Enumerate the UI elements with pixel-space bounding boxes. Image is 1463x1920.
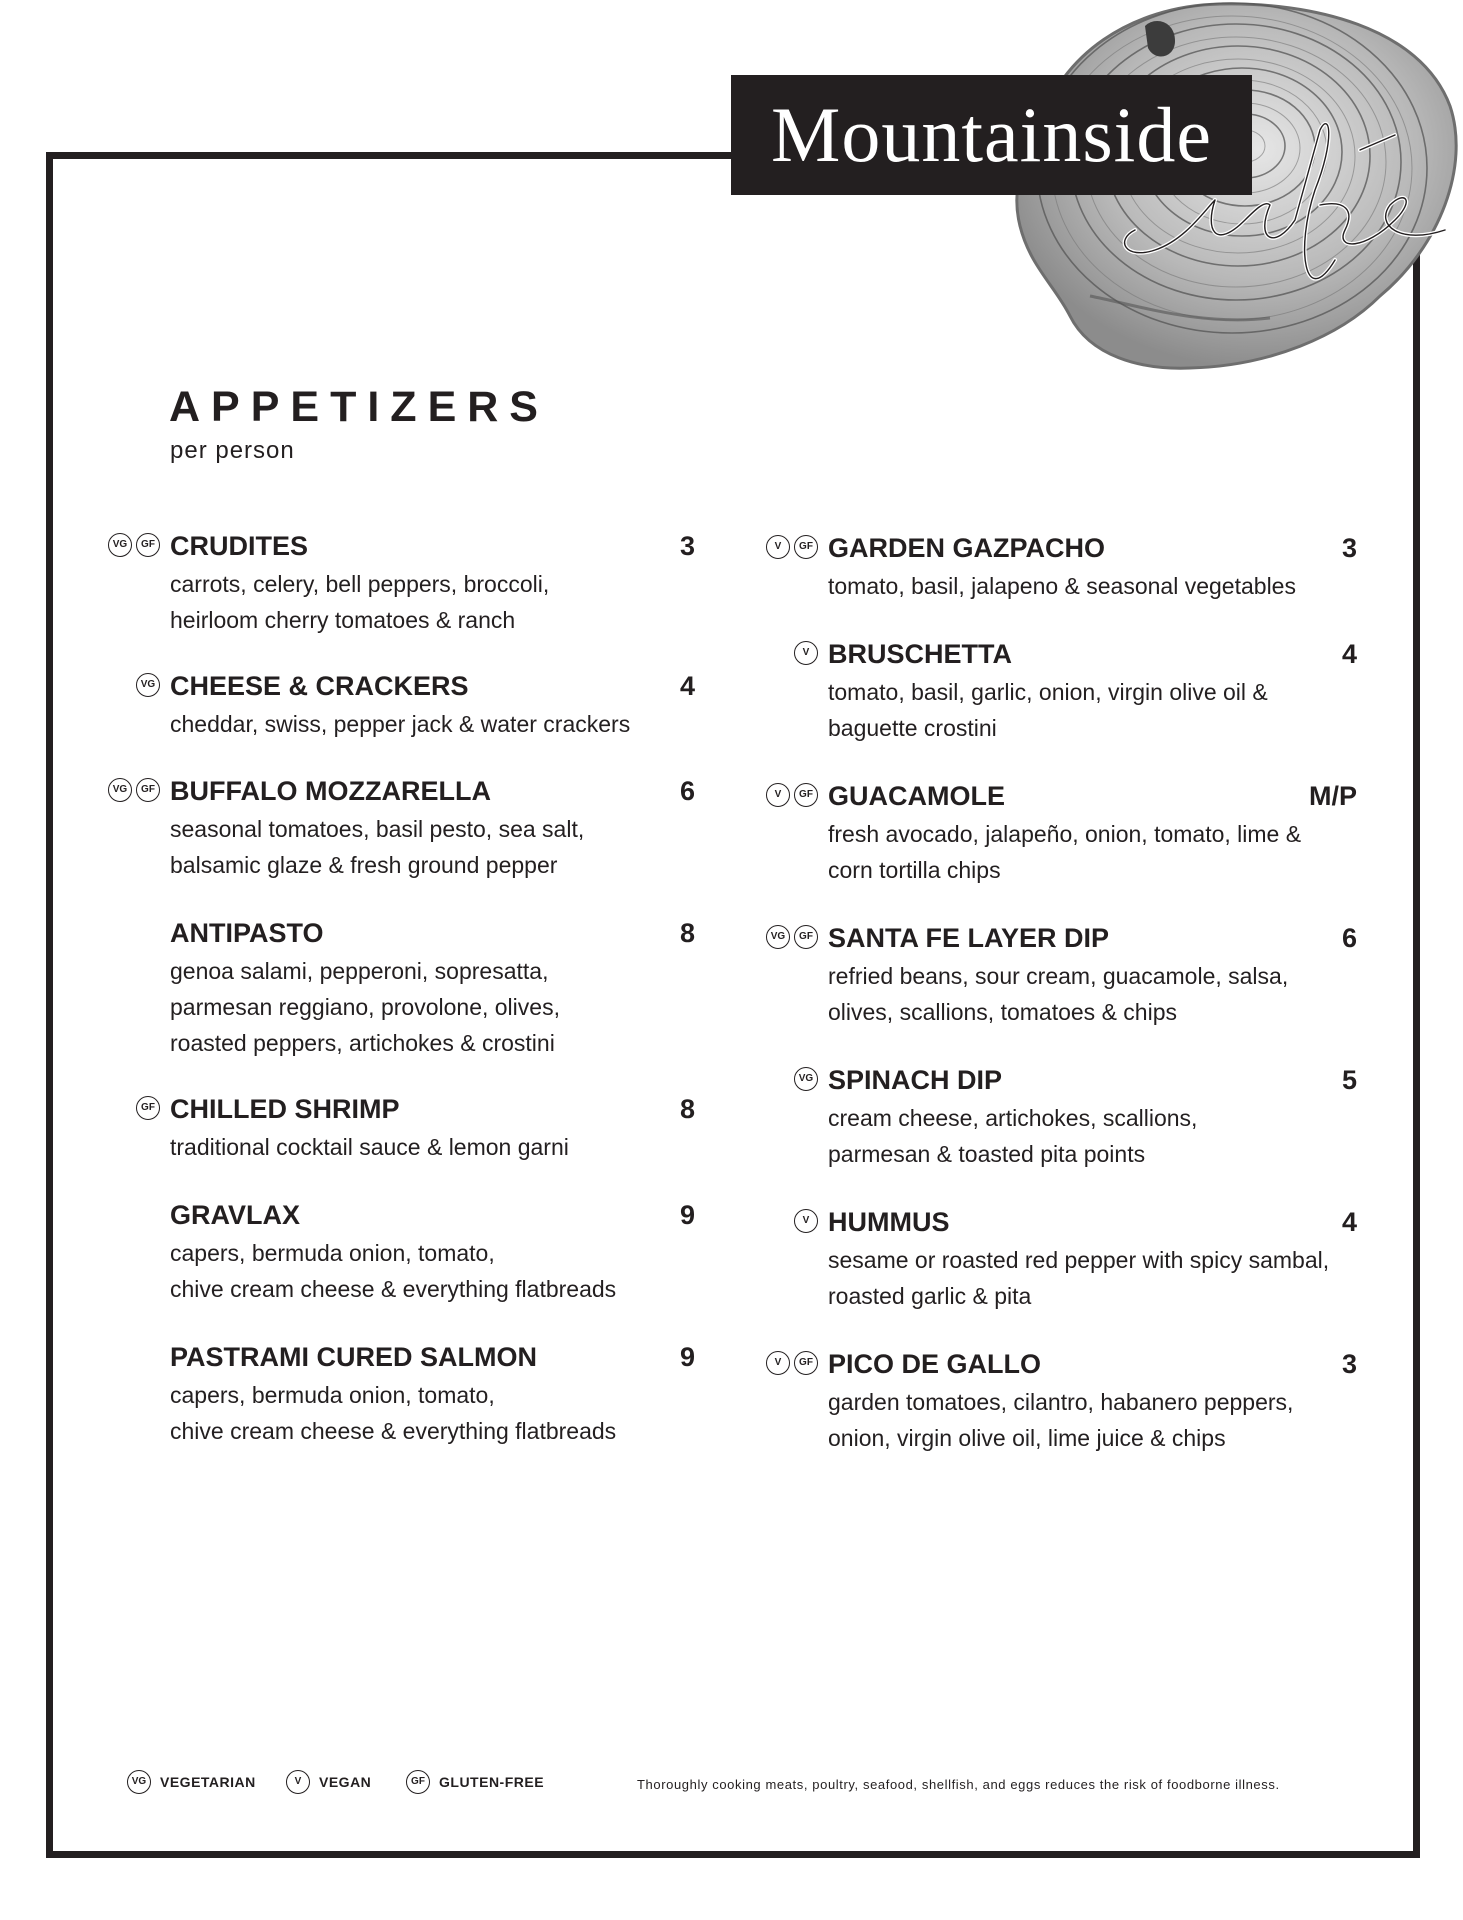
item-description bbox=[170, 1377, 616, 1449]
item-name: PICO DE GALLO bbox=[828, 1349, 1042, 1379]
item-description bbox=[828, 1384, 1293, 1456]
diet-badges bbox=[766, 535, 818, 559]
item-description bbox=[828, 816, 1301, 888]
item-name: SANTA FE LAYER DIP bbox=[828, 923, 1110, 953]
item-description-line: baguette crostini bbox=[828, 715, 997, 741]
item-name: CHEESE & CRACKERS bbox=[170, 671, 469, 701]
item-price: 6 bbox=[1341, 923, 1357, 953]
gluten-free-badge-icon: GF bbox=[794, 1351, 818, 1375]
item-description-line: cheddar, swiss, pepper jack & water crackers bbox=[170, 711, 631, 737]
item-description-line: parmesan & toasted pita points bbox=[828, 1141, 1146, 1167]
vegan-badge-icon: V bbox=[286, 1770, 310, 1794]
legend-vegetarian bbox=[127, 1770, 256, 1794]
diet-badges bbox=[108, 778, 160, 802]
item-description bbox=[828, 674, 1268, 746]
diet-badges bbox=[108, 533, 160, 557]
item-price: 4 bbox=[1341, 1207, 1357, 1237]
diet-badges bbox=[794, 641, 818, 665]
item-price: 5 bbox=[1341, 1065, 1357, 1095]
item-description-line: refried beans, sour cream, guacamole, salsa, bbox=[828, 963, 1289, 989]
item-description bbox=[170, 706, 630, 742]
gluten-free-badge-icon: GF bbox=[406, 1770, 430, 1794]
food-safety-footnote: Thoroughly cooking meats, poultry, seafood, shellfish, and eggs reduces the risk of foodborne illness. bbox=[637, 1777, 1280, 1792]
vegetarian-badge-icon: VG bbox=[108, 533, 132, 557]
vegan-badge-icon: V bbox=[766, 1351, 790, 1375]
legend-label: VEGAN bbox=[319, 1774, 372, 1790]
item-description-line: fresh avocado, jalapeño, onion, tomato, lime & bbox=[828, 821, 1302, 847]
item-description bbox=[828, 958, 1288, 1030]
item-name: GUACAMOLE bbox=[828, 781, 1005, 811]
item-name: BUFFALO MOZZARELLA bbox=[170, 776, 491, 806]
item-description-line: garden tomatoes, cilantro, habanero peppers, bbox=[828, 1389, 1294, 1415]
gluten-free-badge-icon: GF bbox=[794, 783, 818, 807]
item-description-line: capers, bermuda onion, tomato, bbox=[170, 1240, 495, 1266]
diet-badges bbox=[766, 783, 818, 807]
item-price: 3 bbox=[679, 531, 695, 561]
gluten-free-badge-icon: GF bbox=[136, 778, 160, 802]
gluten-free-badge-icon: GF bbox=[136, 533, 160, 557]
vegetarian-badge-icon: VG bbox=[108, 778, 132, 802]
item-description bbox=[828, 1242, 1329, 1314]
item-description-line: chive cream cheese & everything flatbreads bbox=[170, 1276, 617, 1302]
diet-badges bbox=[136, 1096, 160, 1120]
legend-label: VEGETARIAN bbox=[160, 1774, 256, 1790]
vegetarian-badge-icon: VG bbox=[794, 1067, 818, 1091]
item-price: 8 bbox=[679, 918, 695, 948]
diet-badges bbox=[136, 673, 160, 697]
item-name: GRAVLAX bbox=[170, 1200, 301, 1230]
item-description bbox=[170, 566, 549, 638]
gluten-free-badge-icon: GF bbox=[136, 1096, 160, 1120]
item-description-line: roasted garlic & pita bbox=[828, 1283, 1032, 1309]
item-description-line: balsamic glaze & fresh ground pepper bbox=[170, 852, 558, 878]
item-description-line: sesame or roasted red pepper with spicy sambal, bbox=[828, 1247, 1330, 1273]
diet-badges bbox=[794, 1209, 818, 1233]
item-description bbox=[170, 953, 560, 1061]
diet-badges bbox=[794, 1067, 818, 1091]
legend-vegan bbox=[286, 1770, 371, 1794]
item-price: M/P bbox=[1308, 781, 1357, 811]
item-description bbox=[170, 1235, 616, 1307]
item-description-line: seasonal tomatoes, basil pesto, sea salt, bbox=[170, 816, 585, 842]
vegetarian-badge-icon: VG bbox=[766, 925, 790, 949]
vegan-badge-icon: V bbox=[766, 535, 790, 559]
item-price: 3 bbox=[1341, 1349, 1357, 1379]
item-name: BRUSCHETTA bbox=[828, 639, 1012, 669]
item-description-line: roasted peppers, artichokes & crostini bbox=[170, 1030, 555, 1056]
vegetarian-badge-icon: VG bbox=[136, 673, 160, 697]
legend-label: GLUTEN-FREE bbox=[439, 1774, 545, 1790]
diet-badges bbox=[766, 925, 818, 949]
vegan-badge-icon: V bbox=[794, 641, 818, 665]
item-name: PASTRAMI CURED SALMON bbox=[170, 1342, 537, 1372]
item-price: 6 bbox=[679, 776, 695, 806]
gluten-free-badge-icon: GF bbox=[794, 925, 818, 949]
item-description-line: heirloom cherry tomatoes & ranch bbox=[170, 607, 516, 633]
item-name: CHILLED SHRIMP bbox=[170, 1094, 400, 1124]
item-description-line: onion, virgin olive oil, lime juice & chips bbox=[828, 1425, 1226, 1451]
vegan-badge-icon: V bbox=[794, 1209, 818, 1233]
vegetarian-badge-icon: VG bbox=[127, 1770, 151, 1794]
item-price: 4 bbox=[679, 671, 695, 701]
item-name: SPINACH DIP bbox=[828, 1065, 1003, 1095]
diet-badges bbox=[766, 1351, 818, 1375]
item-description-line: capers, bermuda onion, tomato, bbox=[170, 1382, 495, 1408]
item-description-line: carrots, celery, bell peppers, broccoli, bbox=[170, 571, 550, 597]
item-description-line: olives, scallions, tomatoes & chips bbox=[828, 999, 1177, 1025]
item-price: 4 bbox=[1341, 639, 1357, 669]
section-title: APPETIZERS bbox=[169, 383, 549, 431]
item-description-line: chive cream cheese & everything flatbreads bbox=[170, 1418, 617, 1444]
item-price: 3 bbox=[1341, 533, 1357, 563]
item-name: CRUDITES bbox=[170, 531, 309, 561]
item-description-line: tomato, basil, garlic, onion, virgin olive oil & bbox=[828, 679, 1268, 705]
item-description-line: corn tortilla chips bbox=[828, 857, 1001, 883]
item-name: ANTIPASTO bbox=[170, 918, 324, 948]
item-name: HUMMUS bbox=[828, 1207, 950, 1237]
item-description-line: genoa salami, pepperoni, sopresatta, bbox=[170, 958, 549, 984]
item-description bbox=[170, 811, 584, 883]
item-description-line: tomato, basil, jalapeno & seasonal vegetables bbox=[828, 573, 1296, 599]
legend-gluten-free bbox=[406, 1770, 544, 1794]
item-price: 9 bbox=[679, 1342, 695, 1372]
section-subtitle: per person bbox=[170, 437, 295, 464]
item-description-line: parmesan reggiano, provolone, olives, bbox=[170, 994, 560, 1020]
item-description-line: traditional cocktail sauce & lemon garni bbox=[170, 1134, 569, 1160]
gluten-free-badge-icon: GF bbox=[794, 535, 818, 559]
item-description bbox=[828, 568, 1296, 604]
item-description bbox=[170, 1129, 569, 1165]
vegan-badge-icon: V bbox=[766, 783, 790, 807]
item-name: GARDEN GAZPACHO bbox=[828, 533, 1106, 563]
item-description bbox=[828, 1100, 1197, 1172]
cafe-script-lettering bbox=[1105, 110, 1463, 310]
item-description-line: cream cheese, artichokes, scallions, bbox=[828, 1105, 1198, 1131]
item-price: 8 bbox=[679, 1094, 695, 1124]
item-price: 9 bbox=[679, 1200, 695, 1230]
brand-name: Mountainside bbox=[771, 91, 1212, 178]
